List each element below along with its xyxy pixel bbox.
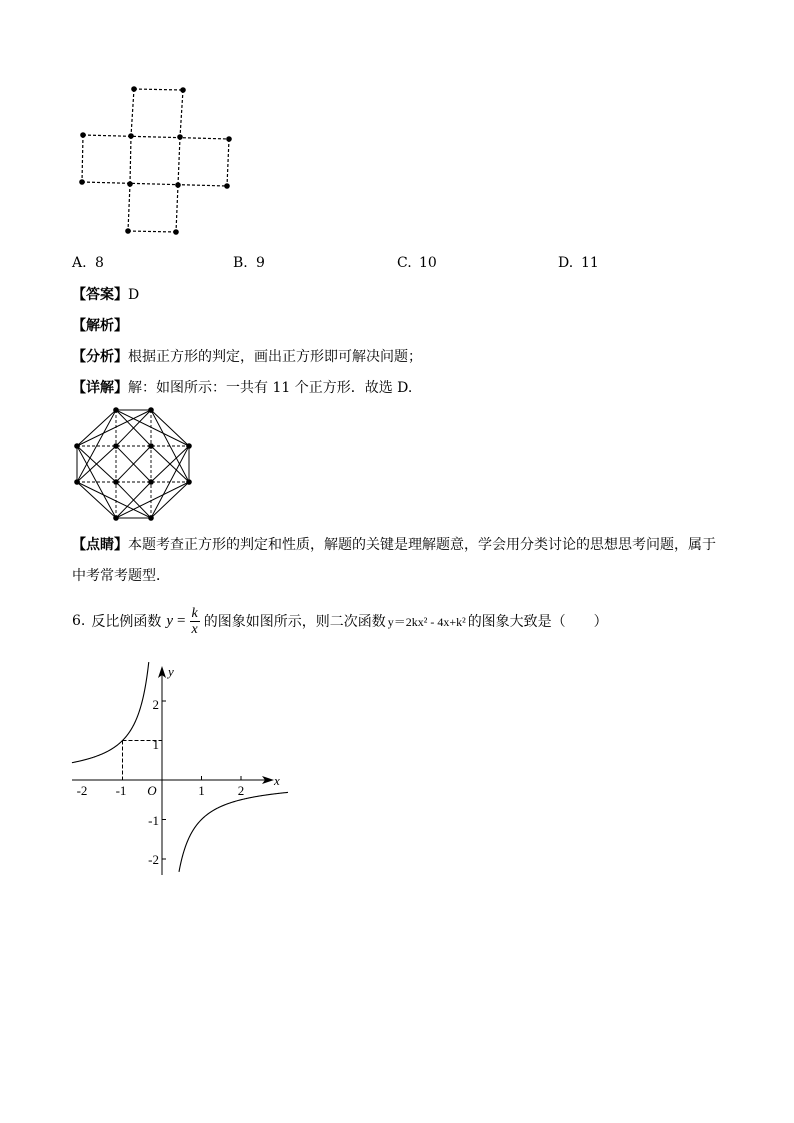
option-d-value: 11: [581, 255, 599, 271]
formula-fraction: [190, 606, 200, 637]
x-tick-label: 2: [237, 783, 245, 798]
x-tick-label: -2: [76, 783, 88, 798]
grid-dot: [113, 479, 119, 485]
dashed-edge: [131, 89, 134, 136]
fraction-numerator: k: [191, 605, 198, 621]
option-b-value: 9: [256, 255, 265, 271]
grid-dot: [173, 229, 179, 235]
origin-label: O: [147, 783, 157, 798]
y-tick-label: 2: [152, 697, 159, 712]
grid-dot: [148, 479, 154, 485]
option-a-value: 8: [95, 255, 104, 271]
x-axis-label: x: [274, 773, 280, 788]
question-6: [72, 604, 608, 638]
solution-squares-figure: [70, 403, 196, 525]
dashed-edge: [128, 231, 176, 232]
dashed-edge: [130, 136, 131, 184]
dashed-edge: [82, 182, 227, 186]
dashed-edge: [227, 139, 229, 186]
grid-dot: [131, 86, 137, 92]
grid-dot: [224, 183, 230, 189]
option-a-letter: A.: [72, 255, 87, 271]
detail-line: [72, 380, 412, 396]
analysis-text: 根据正方形的判定，画出正方形即可解决问题；: [128, 349, 422, 365]
answer-text: D: [128, 287, 140, 303]
cross-dot-figure: [70, 80, 240, 240]
grid-dot: [113, 407, 119, 413]
x-tick-label: -1: [115, 783, 127, 798]
dashed-edge: [176, 185, 178, 232]
dashed-edge: [83, 135, 229, 139]
comment-text-2: 中考常考题型．: [72, 568, 170, 584]
comment-line-1: [72, 537, 716, 553]
hyperbola-branch-right: [179, 792, 288, 871]
grid-dot: [113, 443, 119, 449]
y-tick-label: -2: [148, 852, 159, 867]
grid-dot: [113, 515, 119, 521]
option-c-letter: C.: [397, 255, 412, 271]
grid-dot: [177, 134, 183, 140]
y-axis-label: y: [168, 664, 174, 679]
answer-label: 【答案】: [72, 287, 128, 303]
detail-label: 【详解】: [72, 380, 128, 396]
hyperbola-graph: [65, 655, 295, 880]
answer-line: [72, 287, 139, 303]
option-b-letter: B.: [233, 255, 248, 271]
comment-label: 【点睛】: [72, 537, 128, 553]
grid-dot: [74, 443, 80, 449]
grid-dot: [175, 182, 181, 188]
option-d-letter: D.: [558, 255, 574, 271]
dashed-edge: [82, 135, 83, 182]
grid-dot: [148, 407, 154, 413]
formula-lhs: y: [166, 612, 174, 629]
analysis-line: [72, 349, 422, 365]
grid-dot: [127, 181, 133, 187]
question-prefix: 反比例函数: [91, 614, 162, 630]
grid-dot: [79, 179, 85, 185]
analysis-heading: [72, 318, 128, 334]
dashed-edge: [178, 137, 180, 185]
grid-dot: [186, 479, 192, 485]
dashed-edge: [128, 184, 130, 231]
hyperbola-branch-left: [72, 662, 149, 763]
dashed-edge: [180, 90, 183, 137]
grid-dot: [148, 443, 154, 449]
comment-line-2: [72, 568, 170, 584]
grid-dot: [186, 443, 192, 449]
grid-dot: [180, 87, 186, 93]
grid-dot: [148, 515, 154, 521]
question-middle: 的图象如图所示，则二次函数: [203, 614, 386, 630]
question-number: 6.: [72, 613, 86, 629]
dashed-edge: [134, 89, 183, 90]
option-c-value: 10: [419, 255, 437, 271]
analysis-heading-label: 【解析】: [72, 318, 128, 334]
grid-dot: [125, 228, 131, 234]
grid-dot: [80, 132, 86, 138]
comment-text-1: 本题考查正方形的判定和性质，解题的关键是理解题意，学会用分类讨论的思想思考问题，属于: [128, 537, 716, 553]
detail-text: 解：如图所示：一共有 11 个正方形．故选 D.: [128, 380, 413, 396]
formula-equals: =: [177, 612, 186, 629]
grid-dot: [226, 136, 232, 142]
grid-dot: [74, 479, 80, 485]
y-tick-label: -1: [148, 813, 159, 828]
quadratic-formula: y＝2kx² - 4x+k²: [387, 614, 466, 629]
question-suffix: 的图象大致是（ ）: [467, 614, 608, 630]
grid-dot: [128, 133, 134, 139]
fraction-denominator: x: [191, 621, 198, 637]
y-tick-label: 1: [152, 737, 159, 752]
x-tick-label: 1: [198, 783, 205, 798]
analysis-label: 【分析】: [72, 349, 128, 365]
